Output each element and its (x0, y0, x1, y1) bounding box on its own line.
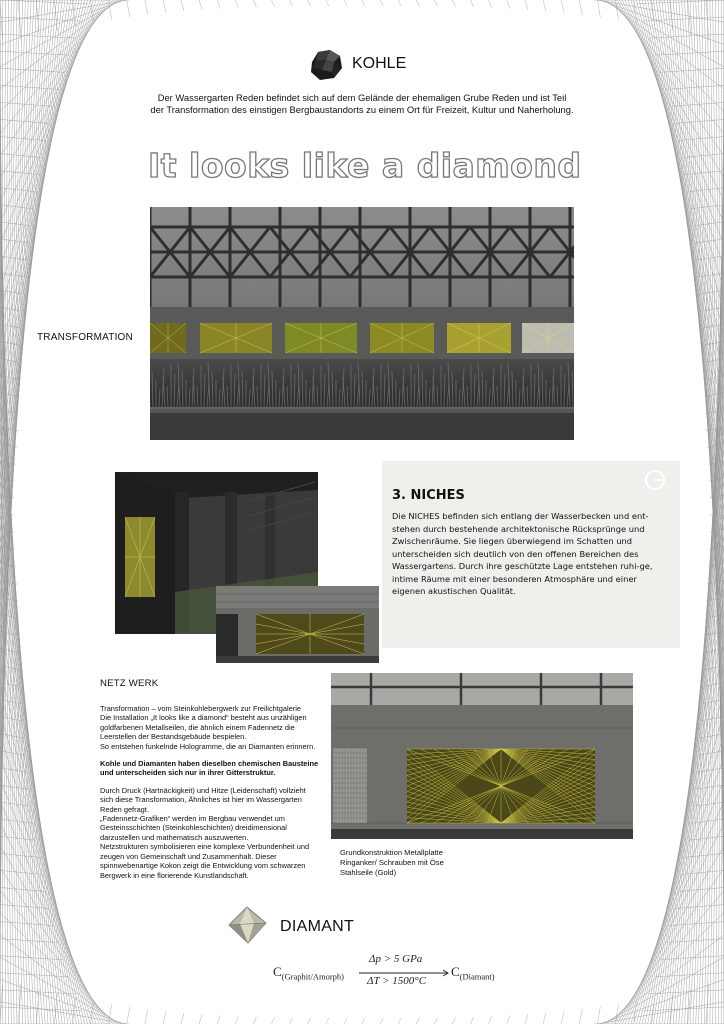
formula-right-symbol: C (451, 964, 460, 979)
intro-line-1: Der Wassergarten Reden befindet sich auf dem Gelände der ehemaligen Grube Reden und ist Teil (157, 92, 567, 103)
transformation-label: TRANSFORMATION (37, 332, 133, 343)
caption-line-1: Grundkonstruktion Metallplatte (340, 848, 443, 857)
formula-condition-bottom: ΔT > 1500°C (367, 975, 427, 987)
netzwerk-photo (331, 673, 633, 839)
formula-condition-top: Δp > 5 GPa (369, 953, 423, 965)
netzwerk-paragraph-3: Durch Druck (Hartnäckigkeit) und Hitze (Leidenschaft) vollzieht sich diese Transformation, Ähnliches ist hier im Wassergarten Reden gefragt. „Fadennetz-Grafiken“ werden im Bergbau verwendet um Gesteinsschichten (Steinkohleschichten) dreidimensional darzustellen und mathematisch auszuwerten. Netzstrukturen symbolisieren eine komplexe Verbundenheit und zeugen von Gemeinschaft und Zusammenhalt. Dieser spinnwebenartige Kokon zeigt die Entwicklung vom schwarzen Bergwerk in eine florierende Kunstlandschaft. (100, 785, 310, 880)
diamant-heading: DIAMANT (280, 918, 355, 935)
caption-line-3: Stahlseile (Gold) (340, 868, 397, 877)
formula-right-subscript: (Diamant) (459, 971, 495, 982)
netzwerk-paragraph-1: Transformation – vom Steinkohlebergwerk zur Freilichtgalerie Die Installation „It looks like a diamond“ besteht aus unzähligen goldfarbenen Metallseilen, die ähnlich einem Fadennetz die Leerstellen der Bestandsgebäude bespielen. So entstehen funkelnde Hologramme, die an Diamanten erinnern. (100, 704, 316, 751)
kohle-heading: KOHLE (352, 55, 407, 72)
niches-body: Die NICHES befinden sich entlang der Wasserbecken und ent-stehen durch bestehende architektonische Rücksprünge und Zwischenräume. Sie liegen überwiegend im Schatten und unterscheiden sich deutlich von den offenen Bereichen des Wassergartens. Durch ihre geschützte Lage entstehen ruhi-ge, intime Räume mit einer besonderen Atmosphäre und einer eigenen akustischen Qualität. (392, 511, 653, 596)
niches-panel (382, 461, 680, 648)
coal-icon (308, 48, 344, 82)
netzwerk-label: NETZ WERK (100, 678, 159, 689)
page-title: It looks like a diamond (148, 146, 582, 185)
transformation-formula (273, 953, 513, 993)
caption-line-2: Ringanker/ Schrauben mit Öse (340, 858, 444, 867)
netzwerk-paragraph-2: Kohle und Diamanten haben dieselben chemischen Bausteine und unterscheiden sich nur in ihrer Gitterstruktur. (100, 759, 319, 778)
formula-right (451, 964, 495, 982)
netzwerk-text (100, 704, 320, 888)
intro-text (127, 92, 597, 116)
formula-left-subscript: (Graphit/Amorph) (281, 971, 344, 982)
formula-left (273, 964, 344, 982)
niche-photo-right (216, 586, 379, 663)
netzwerk-caption (340, 848, 444, 878)
intro-line-2: der Transformation des einstigen Bergbaustandorts zu einem Ort für Freizeit, Kultur und Naherholung. (150, 104, 574, 115)
niches-title: 3. NICHES (392, 488, 465, 503)
formula-left-symbol: C (273, 964, 282, 979)
transformation-photo (150, 207, 574, 440)
diamond-icon (226, 905, 268, 945)
niches-logo-icon (644, 469, 666, 491)
